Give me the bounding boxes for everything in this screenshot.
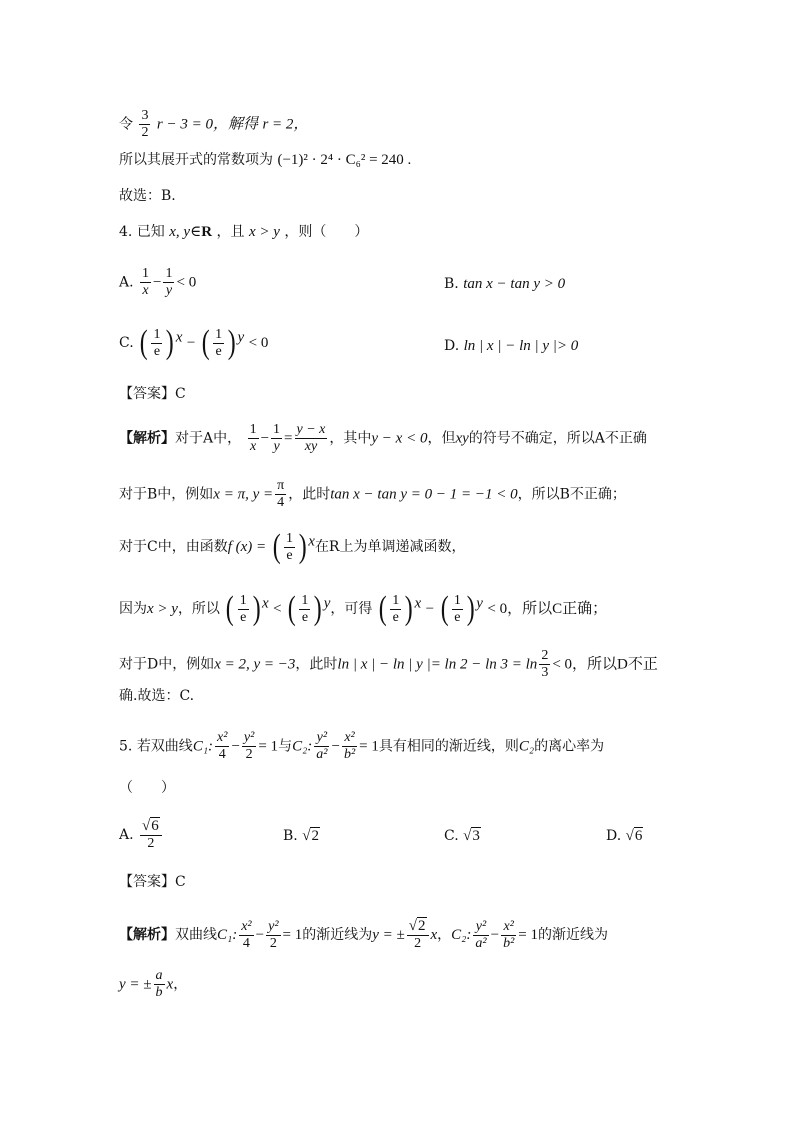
text: 故选：B.: [119, 188, 176, 204]
math: tan x − tan y > 0: [463, 276, 566, 292]
text: 所以其展开式的常数项为: [119, 152, 273, 168]
analysis-5-b: y = ± $\frac{a}{b}$ x，: [119, 968, 188, 1000]
text: 已知: [136, 224, 165, 240]
question-number: 4.: [119, 224, 133, 240]
math: ln | x | − ln | y |> 0: [463, 338, 579, 354]
analysis-4-d: 因为x > y，所以 ( $\frac{1}{e}$ ) $^x$ < ( $\frac{1}{e}$ ) $^y$，可得 ( $\frac{1}{e}$ ) $^x$ − ( $\frac{1}{e}$ ) $^y$ < 0，所以C正确；: [119, 590, 608, 627]
option-b: B. √2: [283, 828, 319, 844]
solution-line-3: [119, 186, 176, 206]
option-c: C. ( $\frac{1}{e}$ ) $^x$ − ( $\frac{1}{e}$ ) $^y$ < 0: [119, 324, 269, 361]
option-c: C. √3: [444, 828, 480, 844]
math: x > y: [248, 224, 280, 240]
option-label: A.: [119, 274, 134, 291]
math: x, y∈: [169, 224, 202, 240]
option-d: D. √6: [606, 828, 643, 844]
analysis-4-b: 对于B中，例如x = π, y = $\frac{\pi}{4}$ ，此时tan x − tan y = 0 − 1 = −1 < 0，所以B不正确；: [119, 478, 626, 510]
math: (−1)² · 2⁴ · C₆² = 240 .: [277, 152, 412, 168]
option-d: [444, 336, 578, 356]
option-a: A. $\frac{√6}{2}$: [119, 818, 164, 852]
analysis-4-e: 对于D中，例如x = 2, y = −3，此时ln | x | − ln | y |= ln 2 − ln 3 = ln $\frac{2}{3}$ < 0，所以D不正: [119, 648, 658, 680]
text: ，且: [216, 224, 245, 240]
text: 令: [119, 116, 133, 133]
option-label: B.: [444, 276, 459, 292]
fraction: $\frac{3}{2}$: [141, 108, 149, 140]
question-5-paren: （ ）: [119, 780, 175, 796]
option-label: C.: [119, 335, 134, 351]
math: r = 2，: [262, 116, 309, 133]
text: ，则（ ）: [284, 224, 369, 240]
question-4: [119, 222, 368, 242]
option-label: D.: [444, 338, 460, 354]
analysis-4-a: 【解析】对于A中， $\frac{1}{x}$ − $\frac{1}{y}$ = $\frac{y - x}{xy}$ ，其中y − x < 0，但xy的符号不确定，所以A不正确: [119, 422, 647, 454]
analysis-4-f: 确.故选：C.: [119, 688, 195, 704]
reals-symbol: R: [201, 224, 213, 240]
option-b: [444, 274, 565, 294]
question-5: 5. 若双曲线C₁: $\frac{\text{x²}}{4}$ − $\frac{\text{y²}}{2}$ = 1与C₂: $\frac{\text{y²}}{\text{a²}}$ − $\frac{\text{x²}}{\text{b²}}$ = 1具有相同的渐近线，则C₂的离心率为: [119, 730, 605, 762]
option-a: A. $\frac{1}{x}$ − $\frac{1}{y}$ < 0: [119, 266, 197, 298]
solution-line-1: [119, 108, 308, 141]
analysis-5-a: 【解析】双曲线C₁: $\frac{\text{x²}}{4}$ − $\frac{\text{y²}}{2}$ = 1的渐近线为y = ± $\frac{√2}{2}$ x，C₂: $\frac{\text{y²}}{\text{a²}}$ − $\frac{\text{x²}}{\text{b²}}$ = 1的渐近线为: [119, 918, 608, 951]
answer-4: 【答案】C: [119, 386, 186, 402]
solution-line-2: [119, 150, 411, 170]
answer-5: 【答案】C: [119, 874, 186, 890]
math: r − 3 = 0，解得: [156, 116, 258, 133]
analysis-4-c: 对于C中，由函数f (x) = ( $\frac{1}{e}$ ) $^x$在R上为单调递减函数，: [119, 528, 466, 565]
